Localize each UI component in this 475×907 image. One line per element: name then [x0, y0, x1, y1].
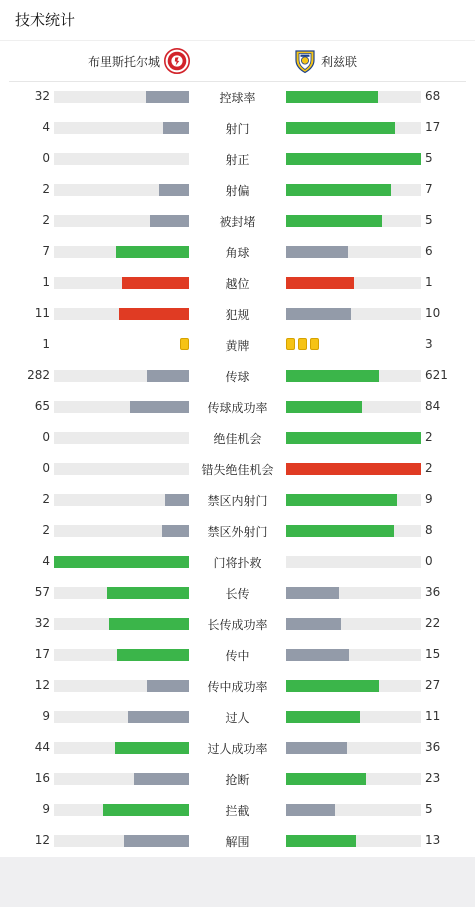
stat-label: 抢断 [225, 773, 250, 787]
stat-row [0, 237, 475, 268]
home-stat-bar-fill [163, 122, 189, 134]
stat-row [0, 485, 475, 516]
stat-row [0, 516, 475, 547]
away-team[interactable] [292, 48, 357, 74]
away-stat-value: 36 [425, 740, 441, 754]
yellow-card-icon [180, 338, 189, 350]
away-stat-value: 27 [425, 678, 441, 692]
away-stat-value: 2 [425, 461, 433, 475]
away-stat-value: 23 [425, 771, 441, 785]
away-stat-value: 1 [425, 275, 433, 289]
home-stat-bar [54, 122, 189, 134]
home-stat-bar [54, 432, 189, 444]
home-team[interactable] [88, 48, 190, 74]
away-stat-bar [286, 618, 421, 630]
stat-label: 射正 [225, 153, 250, 167]
stat-row [0, 547, 475, 578]
home-stat-value: 16 [34, 771, 50, 785]
stat-label: 被封堵 [219, 215, 256, 229]
home-stat-bar [54, 308, 189, 320]
home-stat-bar-fill [109, 618, 189, 630]
home-stat-value: 32 [34, 616, 50, 630]
away-stat-bar [286, 308, 421, 320]
home-stat-bar-fill [128, 711, 189, 723]
home-stat-bar [54, 649, 189, 661]
home-stat-bar-fill [130, 401, 189, 413]
away-stat-bar [286, 742, 421, 754]
home-stat-value: 44 [34, 740, 50, 754]
away-stat-value: 11 [425, 709, 441, 723]
stat-row [0, 82, 475, 113]
home-stat-bar [54, 773, 189, 785]
home-stat-value: 2 [42, 492, 50, 506]
away-stat-bar [286, 835, 421, 847]
away-stat-bar [286, 525, 421, 537]
home-stat-value: 9 [42, 709, 50, 723]
stat-row [0, 392, 475, 423]
away-stat-bar [286, 773, 421, 785]
home-stat-value: 57 [34, 585, 50, 599]
away-stat-value: 68 [425, 89, 441, 103]
away-stat-bar [286, 215, 421, 227]
home-stat-value: 2 [42, 182, 50, 196]
stat-label: 长传 [225, 587, 250, 601]
home-stat-bar-fill [146, 91, 189, 103]
stat-row [0, 330, 475, 361]
away-stat-bar [286, 494, 421, 506]
stat-label: 过人成功率 [207, 742, 268, 756]
away-stat-bar-fill [286, 618, 341, 630]
bristol-city-crest-icon [164, 48, 190, 74]
away-stat-value: 621 [425, 368, 448, 382]
stat-label: 黄牌 [225, 339, 250, 353]
away-stat-bar-fill [286, 494, 397, 506]
home-stat-bar [54, 835, 189, 847]
away-stat-bar [286, 804, 421, 816]
home-stat-bar-fill [150, 215, 189, 227]
stat-label: 传球成功率 [207, 401, 268, 415]
away-stat-bar-fill [286, 742, 347, 754]
away-stat-bar [286, 153, 421, 165]
away-stat-bar [286, 370, 421, 382]
stat-label: 错失绝佳机会 [201, 463, 274, 477]
away-stat-value: 15 [425, 647, 441, 661]
away-stat-value: 8 [425, 523, 433, 537]
away-stat-bar [286, 277, 421, 289]
stats-list [0, 82, 475, 857]
leeds-united-crest-icon [292, 48, 318, 74]
stat-label: 犯规 [225, 308, 250, 322]
stat-label: 越位 [225, 277, 250, 291]
home-stat-bar [54, 246, 189, 258]
stat-row [0, 299, 475, 330]
stat-row [0, 144, 475, 175]
teams-header [9, 41, 466, 82]
home-stat-bar [54, 525, 189, 537]
stat-row [0, 175, 475, 206]
home-stat-bar [54, 215, 189, 227]
home-stat-value: 4 [42, 554, 50, 568]
away-stat-bar-fill [286, 680, 379, 692]
home-stat-bar-fill [119, 308, 189, 320]
home-stat-value: 12 [34, 833, 50, 847]
away-stat-bar-fill [286, 649, 349, 661]
away-stat-value: 2 [425, 430, 433, 444]
stat-label: 禁区内射门 [207, 494, 268, 508]
home-stat-value: 9 [42, 802, 50, 816]
away-stat-bar-fill [286, 835, 356, 847]
away-stat-value: 22 [425, 616, 441, 630]
away-stat-bar-fill [286, 153, 421, 165]
stat-row [0, 268, 475, 299]
home-stat-value: 0 [42, 461, 50, 475]
stat-label: 射偏 [225, 184, 250, 198]
away-stat-value: 13 [425, 833, 441, 847]
home-yellow-cards [180, 338, 189, 350]
home-stat-bar [54, 494, 189, 506]
home-stat-value: 17 [34, 647, 50, 661]
away-stat-bar [286, 401, 421, 413]
home-stat-bar [54, 370, 189, 382]
home-stat-bar-fill [103, 804, 189, 816]
home-stat-bar-fill [116, 246, 189, 258]
home-stat-bar-fill [147, 680, 189, 692]
stat-row [0, 702, 475, 733]
stat-row [0, 733, 475, 764]
home-team-name: 布里斯托尔城 [87, 54, 160, 69]
home-stat-value: 12 [34, 678, 50, 692]
home-stat-bar [54, 711, 189, 723]
away-stat-bar-fill [286, 277, 354, 289]
home-stat-bar-fill [115, 742, 189, 754]
home-stat-bar [54, 153, 189, 165]
stat-row [0, 423, 475, 454]
home-stat-bar [54, 618, 189, 630]
stat-row [0, 113, 475, 144]
away-stat-bar-fill [286, 711, 360, 723]
away-stat-bar-fill [286, 804, 335, 816]
home-stat-bar [54, 680, 189, 692]
away-stat-value: 3 [425, 337, 433, 351]
home-stat-bar-fill [54, 556, 189, 568]
stat-label: 拦截 [225, 804, 250, 818]
away-stat-value: 17 [425, 120, 441, 134]
stat-row [0, 826, 475, 857]
away-stat-value: 6 [425, 244, 433, 258]
stat-row [0, 671, 475, 702]
away-stat-bar-fill [286, 246, 348, 258]
stat-label: 传球 [225, 370, 250, 384]
home-stat-bar-fill [159, 184, 189, 196]
home-stat-bar-fill [134, 773, 189, 785]
away-stat-bar-fill [286, 463, 421, 475]
stat-label: 绝佳机会 [213, 432, 262, 446]
home-stat-bar [54, 587, 189, 599]
page-title: 技术统计 [0, 0, 475, 41]
home-stat-value: 1 [42, 275, 50, 289]
home-stat-value: 11 [34, 306, 50, 320]
stat-row [0, 454, 475, 485]
stat-label: 射门 [225, 122, 250, 136]
away-stat-value: 5 [425, 151, 433, 165]
home-stat-bar-fill [122, 277, 190, 289]
yellow-card-icon [286, 338, 295, 350]
stat-label: 控球率 [219, 91, 256, 105]
home-stat-bar [54, 804, 189, 816]
away-stat-value: 5 [425, 213, 433, 227]
stat-label: 禁区外射门 [207, 525, 268, 539]
home-stat-value: 32 [34, 89, 50, 103]
away-stat-value: 10 [425, 306, 441, 320]
away-stat-bar-fill [286, 401, 362, 413]
away-stat-bar-fill [286, 122, 395, 134]
stat-row [0, 361, 475, 392]
home-stat-bar [54, 91, 189, 103]
away-stat-bar-fill [286, 525, 394, 537]
away-stat-value: 0 [425, 554, 433, 568]
home-stat-bar [54, 463, 189, 475]
away-stat-bar [286, 122, 421, 134]
home-stat-value: 7 [42, 244, 50, 258]
home-stat-value: 2 [42, 213, 50, 227]
yellow-card-icon [310, 338, 319, 350]
away-yellow-cards [286, 338, 319, 350]
away-stat-bar [286, 463, 421, 475]
stat-row [0, 640, 475, 671]
stat-label: 角球 [225, 246, 250, 260]
away-stat-bar-fill [286, 215, 382, 227]
home-stat-value: 1 [42, 337, 50, 351]
stat-row [0, 764, 475, 795]
stat-label: 传中 [225, 649, 250, 663]
away-stat-bar-fill [286, 184, 391, 196]
away-stat-value: 84 [425, 399, 441, 413]
home-stat-value: 0 [42, 430, 50, 444]
home-stat-bar [54, 742, 189, 754]
away-stat-bar-fill [286, 432, 421, 444]
stat-label: 传中成功率 [207, 680, 268, 694]
away-stat-bar [286, 711, 421, 723]
away-stat-bar [286, 432, 421, 444]
home-stat-bar [54, 556, 189, 568]
home-stat-bar-fill [124, 835, 189, 847]
away-stat-bar-fill [286, 308, 351, 320]
home-stat-value: 0 [42, 151, 50, 165]
home-stat-bar-fill [107, 587, 189, 599]
away-stat-bar [286, 556, 421, 568]
stat-row [0, 206, 475, 237]
stat-row [0, 795, 475, 826]
away-stat-bar-fill [286, 587, 339, 599]
home-stat-value: 2 [42, 523, 50, 537]
away-stat-bar [286, 246, 421, 258]
stat-label: 门将扑救 [213, 556, 262, 570]
away-stat-bar-fill [286, 91, 378, 103]
away-stat-bar-fill [286, 773, 366, 785]
home-stat-bar-fill [117, 649, 189, 661]
home-stat-bar-fill [147, 370, 189, 382]
home-stat-bar-fill [162, 525, 189, 537]
away-stat-value: 5 [425, 802, 433, 816]
away-team-name: 利兹联 [321, 54, 358, 69]
away-stat-bar [286, 91, 421, 103]
home-stat-bar-fill [165, 494, 189, 506]
away-stat-bar [286, 184, 421, 196]
home-stat-bar [54, 277, 189, 289]
away-stat-value: 7 [425, 182, 433, 196]
away-stat-bar-fill [286, 370, 379, 382]
stat-label: 解围 [225, 835, 250, 849]
away-stat-value: 9 [425, 492, 433, 506]
away-stat-bar [286, 587, 421, 599]
home-stat-bar [54, 401, 189, 413]
stat-row [0, 578, 475, 609]
away-stat-bar [286, 649, 421, 661]
stat-row [0, 609, 475, 640]
stat-label: 过人 [225, 711, 250, 725]
stat-label: 长传成功率 [207, 618, 268, 632]
away-stat-value: 36 [425, 585, 441, 599]
home-stat-value: 65 [34, 399, 50, 413]
home-stat-value: 282 [27, 368, 50, 382]
home-stat-bar [54, 184, 189, 196]
home-stat-value: 4 [42, 120, 50, 134]
yellow-card-icon [298, 338, 307, 350]
away-stat-bar [286, 680, 421, 692]
